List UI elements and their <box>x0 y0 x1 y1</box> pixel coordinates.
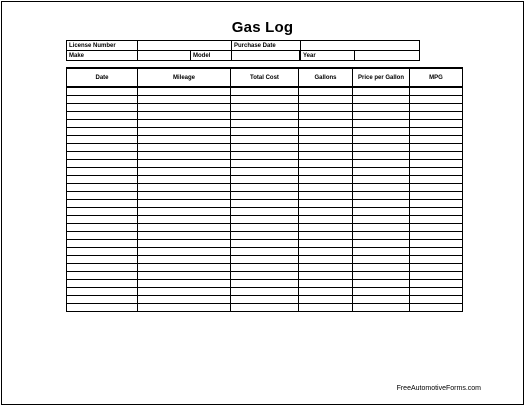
total-cost-cell[interactable] <box>231 160 299 168</box>
purchase-date-label: Purchase Date <box>232 41 301 51</box>
purchase-date-field[interactable] <box>301 41 420 51</box>
table-row <box>67 224 463 232</box>
date-cell[interactable] <box>67 296 138 304</box>
date-cell[interactable] <box>67 256 138 264</box>
date-cell[interactable] <box>67 240 138 248</box>
mileage-cell[interactable] <box>138 200 231 208</box>
mileage-cell[interactable] <box>138 184 231 192</box>
mpg-cell[interactable] <box>410 136 463 144</box>
mpg-cell[interactable] <box>410 232 463 240</box>
make-field[interactable] <box>138 51 232 61</box>
table-row <box>67 232 463 240</box>
mileage-cell[interactable] <box>138 96 231 104</box>
column-header-mpg: MPG <box>410 68 463 87</box>
gallons-cell[interactable] <box>299 296 353 304</box>
vehicle-info-row <box>67 41 420 51</box>
total-cost-cell[interactable] <box>231 128 299 136</box>
gallons-cell[interactable] <box>299 232 353 240</box>
total-cost-cell[interactable] <box>231 272 299 280</box>
price-per-gallon-cell[interactable] <box>353 216 410 224</box>
price-per-gallon-cell[interactable] <box>353 128 410 136</box>
price-per-gallon-cell[interactable] <box>353 200 410 208</box>
make-model-split <box>138 51 231 60</box>
gallons-cell[interactable] <box>299 224 353 232</box>
gallons-cell[interactable] <box>299 216 353 224</box>
date-cell[interactable] <box>67 288 138 296</box>
column-header-total-cost: Total Cost <box>231 68 299 87</box>
mileage-cell[interactable] <box>138 296 231 304</box>
gallons-cell[interactable] <box>299 288 353 296</box>
gallons-cell[interactable] <box>299 136 353 144</box>
gallons-cell[interactable] <box>299 208 353 216</box>
total-cost-cell[interactable] <box>231 256 299 264</box>
table-row <box>67 240 463 248</box>
table-row <box>67 256 463 264</box>
table-row <box>67 216 463 224</box>
gallons-cell[interactable] <box>299 192 353 200</box>
mpg-cell[interactable] <box>410 200 463 208</box>
model-label: Model <box>193 52 211 59</box>
total-cost-cell[interactable] <box>231 248 299 256</box>
price-per-gallon-cell[interactable] <box>353 136 410 144</box>
price-per-gallon-cell[interactable] <box>353 272 410 280</box>
price-per-gallon-cell[interactable] <box>353 160 410 168</box>
table-row <box>67 184 463 192</box>
mpg-cell[interactable] <box>410 128 463 136</box>
gallons-cell[interactable] <box>299 128 353 136</box>
table-row <box>67 296 463 304</box>
date-cell[interactable] <box>67 152 138 160</box>
license-number-field[interactable] <box>138 41 232 51</box>
date-cell[interactable] <box>67 104 138 112</box>
table-row <box>67 248 463 256</box>
table-row <box>67 280 463 288</box>
gallons-cell[interactable] <box>299 120 353 128</box>
mpg-cell[interactable] <box>410 296 463 304</box>
table-row <box>67 136 463 144</box>
gallons-cell[interactable] <box>299 104 353 112</box>
gallons-cell[interactable] <box>299 240 353 248</box>
mileage-cell[interactable] <box>138 152 231 160</box>
form-page <box>1 1 524 405</box>
price-per-gallon-cell[interactable] <box>353 152 410 160</box>
date-cell[interactable] <box>67 272 138 280</box>
mileage-cell[interactable] <box>138 112 231 120</box>
table-row <box>67 208 463 216</box>
total-cost-cell[interactable] <box>231 87 299 96</box>
mileage-cell[interactable] <box>138 120 231 128</box>
date-cell[interactable] <box>67 208 138 216</box>
mpg-cell[interactable] <box>410 224 463 232</box>
table-row <box>67 200 463 208</box>
gallons-cell[interactable] <box>299 144 353 152</box>
model-year-split <box>232 51 300 60</box>
mpg-cell[interactable] <box>410 208 463 216</box>
total-cost-cell[interactable] <box>231 208 299 216</box>
total-cost-cell[interactable] <box>231 280 299 288</box>
mpg-cell[interactable] <box>410 87 463 96</box>
mileage-cell[interactable] <box>138 240 231 248</box>
price-per-gallon-cell[interactable] <box>353 296 410 304</box>
gallons-cell[interactable] <box>299 112 353 120</box>
date-cell[interactable] <box>67 112 138 120</box>
form-title: Gas Log <box>231 19 294 36</box>
mileage-cell[interactable] <box>138 192 231 200</box>
model-field[interactable] <box>232 51 301 61</box>
price-per-gallon-cell[interactable] <box>353 232 410 240</box>
mpg-cell[interactable] <box>410 248 463 256</box>
mpg-cell[interactable] <box>410 96 463 104</box>
mileage-cell[interactable] <box>138 160 231 168</box>
date-cell[interactable] <box>67 192 138 200</box>
price-per-gallon-cell[interactable] <box>353 192 410 200</box>
vehicle-info-row <box>67 51 420 61</box>
mileage-cell[interactable] <box>138 288 231 296</box>
column-header-mileage: Mileage <box>138 68 231 87</box>
price-per-gallon-cell[interactable] <box>353 304 410 312</box>
price-per-gallon-cell[interactable] <box>353 256 410 264</box>
log-rows <box>67 87 463 312</box>
price-per-gallon-cell[interactable] <box>353 248 410 256</box>
mpg-cell[interactable] <box>410 240 463 248</box>
mpg-cell[interactable] <box>410 104 463 112</box>
date-cell[interactable] <box>67 168 138 176</box>
gas-log-table <box>66 67 463 312</box>
mileage-cell[interactable] <box>138 232 231 240</box>
gallons-cell[interactable] <box>299 168 353 176</box>
gallons-cell[interactable] <box>299 160 353 168</box>
mpg-cell[interactable] <box>410 264 463 272</box>
total-cost-cell[interactable] <box>231 232 299 240</box>
price-per-gallon-cell[interactable] <box>353 96 410 104</box>
price-per-gallon-cell[interactable] <box>353 184 410 192</box>
table-row <box>67 264 463 272</box>
column-header-date: Date <box>67 68 138 87</box>
table-row <box>67 160 463 168</box>
mileage-cell[interactable] <box>138 264 231 272</box>
total-cost-cell[interactable] <box>231 192 299 200</box>
gallons-cell[interactable] <box>299 184 353 192</box>
model-value[interactable] <box>232 51 300 60</box>
total-cost-cell[interactable] <box>231 152 299 160</box>
table-row <box>67 192 463 200</box>
date-cell[interactable] <box>67 184 138 192</box>
price-per-gallon-cell[interactable] <box>353 240 410 248</box>
total-cost-cell[interactable] <box>231 224 299 232</box>
mileage-cell[interactable] <box>138 87 231 96</box>
table-row <box>67 304 463 312</box>
gallons-cell[interactable] <box>299 264 353 272</box>
gallons-cell[interactable] <box>299 248 353 256</box>
date-cell[interactable] <box>67 224 138 232</box>
mpg-cell[interactable] <box>410 176 463 184</box>
date-cell[interactable] <box>67 96 138 104</box>
total-cost-cell[interactable] <box>231 144 299 152</box>
date-cell[interactable] <box>67 264 138 272</box>
total-cost-cell[interactable] <box>231 216 299 224</box>
total-cost-cell[interactable] <box>231 136 299 144</box>
gallons-cell[interactable] <box>299 272 353 280</box>
total-cost-cell[interactable] <box>231 304 299 312</box>
date-cell[interactable] <box>67 136 138 144</box>
date-cell[interactable] <box>67 232 138 240</box>
date-cell[interactable] <box>67 216 138 224</box>
total-cost-cell[interactable] <box>231 184 299 192</box>
total-cost-cell[interactable] <box>231 168 299 176</box>
gallons-cell[interactable] <box>299 96 353 104</box>
price-per-gallon-cell[interactable] <box>353 288 410 296</box>
mpg-cell[interactable] <box>410 280 463 288</box>
total-cost-cell[interactable] <box>231 296 299 304</box>
mpg-cell[interactable] <box>410 216 463 224</box>
mileage-cell[interactable] <box>138 168 231 176</box>
mileage-cell[interactable] <box>138 304 231 312</box>
total-cost-cell[interactable] <box>231 104 299 112</box>
table-row <box>67 120 463 128</box>
price-per-gallon-cell[interactable] <box>353 144 410 152</box>
gallons-cell[interactable] <box>299 200 353 208</box>
table-row <box>67 128 463 136</box>
mileage-cell[interactable] <box>138 280 231 288</box>
price-per-gallon-cell[interactable] <box>353 120 410 128</box>
footer-source: FreeAutomotiveForms.com <box>396 385 481 392</box>
price-per-gallon-cell[interactable] <box>353 176 410 184</box>
make-label: Make <box>67 51 138 61</box>
gallons-cell[interactable] <box>299 280 353 288</box>
total-cost-cell[interactable] <box>231 120 299 128</box>
mileage-cell[interactable] <box>138 224 231 232</box>
year-label: Year <box>301 51 355 60</box>
table-row <box>67 104 463 112</box>
mileage-cell[interactable] <box>138 128 231 136</box>
make-value[interactable] <box>138 51 191 60</box>
year-value[interactable] <box>355 51 420 60</box>
date-cell[interactable] <box>67 87 138 96</box>
price-per-gallon-cell[interactable] <box>353 112 410 120</box>
mpg-cell[interactable] <box>410 160 463 168</box>
column-header-price-per-gallon: Price per Gallon <box>353 68 410 87</box>
mileage-cell[interactable] <box>138 144 231 152</box>
total-cost-cell[interactable] <box>231 264 299 272</box>
mpg-cell[interactable] <box>410 112 463 120</box>
total-cost-cell[interactable] <box>231 288 299 296</box>
mpg-cell[interactable] <box>410 304 463 312</box>
price-per-gallon-cell[interactable] <box>353 224 410 232</box>
table-row <box>67 288 463 296</box>
date-cell[interactable] <box>67 160 138 168</box>
mileage-cell[interactable] <box>138 104 231 112</box>
year-split <box>301 51 419 60</box>
mpg-cell[interactable] <box>410 184 463 192</box>
price-per-gallon-cell[interactable] <box>353 208 410 216</box>
date-cell[interactable] <box>67 304 138 312</box>
mileage-cell[interactable] <box>138 272 231 280</box>
gallons-cell[interactable] <box>299 87 353 96</box>
mileage-cell[interactable] <box>138 216 231 224</box>
license-number-label: License Number <box>67 41 138 51</box>
table-header-row <box>67 68 463 87</box>
table-row <box>67 96 463 104</box>
price-per-gallon-cell[interactable] <box>353 264 410 272</box>
date-cell[interactable] <box>67 176 138 184</box>
price-per-gallon-cell[interactable] <box>353 104 410 112</box>
total-cost-cell[interactable] <box>231 200 299 208</box>
mileage-cell[interactable] <box>138 208 231 216</box>
gallons-cell[interactable] <box>299 152 353 160</box>
date-cell[interactable] <box>67 248 138 256</box>
gallons-cell[interactable] <box>299 256 353 264</box>
gallons-cell[interactable] <box>299 176 353 184</box>
mpg-cell[interactable] <box>410 192 463 200</box>
mileage-cell[interactable] <box>138 256 231 264</box>
date-cell[interactable] <box>67 280 138 288</box>
mpg-cell[interactable] <box>410 152 463 160</box>
column-header-gallons: Gallons <box>299 68 353 87</box>
total-cost-cell[interactable] <box>231 112 299 120</box>
table-row <box>67 144 463 152</box>
date-cell[interactable] <box>67 120 138 128</box>
table-row <box>67 87 463 96</box>
year-field[interactable] <box>301 51 420 61</box>
table-row <box>67 112 463 120</box>
mileage-cell[interactable] <box>138 248 231 256</box>
mpg-cell[interactable] <box>410 272 463 280</box>
total-cost-cell[interactable] <box>231 176 299 184</box>
mileage-cell[interactable] <box>138 176 231 184</box>
mpg-cell[interactable] <box>410 168 463 176</box>
price-per-gallon-cell[interactable] <box>353 87 410 96</box>
total-cost-cell[interactable] <box>231 240 299 248</box>
date-cell[interactable] <box>67 200 138 208</box>
mileage-cell[interactable] <box>138 136 231 144</box>
mpg-cell[interactable] <box>410 120 463 128</box>
price-per-gallon-cell[interactable] <box>353 168 410 176</box>
table-row <box>67 176 463 184</box>
gallons-cell[interactable] <box>299 304 353 312</box>
mpg-cell[interactable] <box>410 256 463 264</box>
vehicle-info-grid <box>66 40 420 61</box>
table-row <box>67 168 463 176</box>
table-row <box>67 152 463 160</box>
date-cell[interactable] <box>67 128 138 136</box>
date-cell[interactable] <box>67 144 138 152</box>
table-row <box>67 272 463 280</box>
price-per-gallon-cell[interactable] <box>353 280 410 288</box>
mpg-cell[interactable] <box>410 144 463 152</box>
total-cost-cell[interactable] <box>231 96 299 104</box>
mpg-cell[interactable] <box>410 288 463 296</box>
